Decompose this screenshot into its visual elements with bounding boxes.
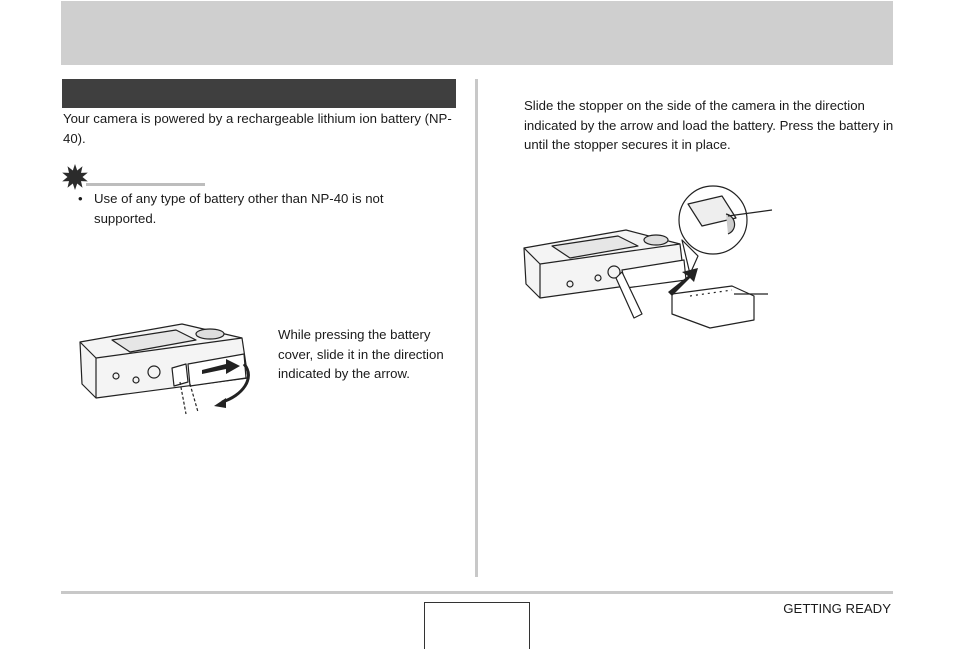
note-item [78, 189, 418, 228]
step2-instruction: Slide the stopper on the side of the camera in the direction indicated by the arrow and load the battery. Press the battery in until the stopper secures it in place. [524, 98, 894, 153]
footer-section-label: GETTING READY [783, 601, 891, 616]
note-text: Use of any type of battery other than NP-40 is not supported. [94, 191, 384, 226]
battery-loading-illustration [522, 174, 772, 330]
note-rule [86, 183, 205, 186]
intro-paragraph: Your camera is powered by a rechargeable lithium ion battery (NP-40). [63, 111, 452, 146]
step1-instruction: While pressing the battery cover, slide it in the direction indicated by the arrow. [278, 327, 444, 382]
footer-rule [61, 591, 893, 594]
column-divider [475, 79, 478, 577]
burst-icon [62, 164, 88, 190]
section-heading-bar [62, 79, 456, 108]
page-number-box [424, 602, 530, 649]
battery-cover-illustration [76, 318, 256, 416]
header-band [61, 1, 893, 65]
bullet: • [78, 191, 83, 206]
